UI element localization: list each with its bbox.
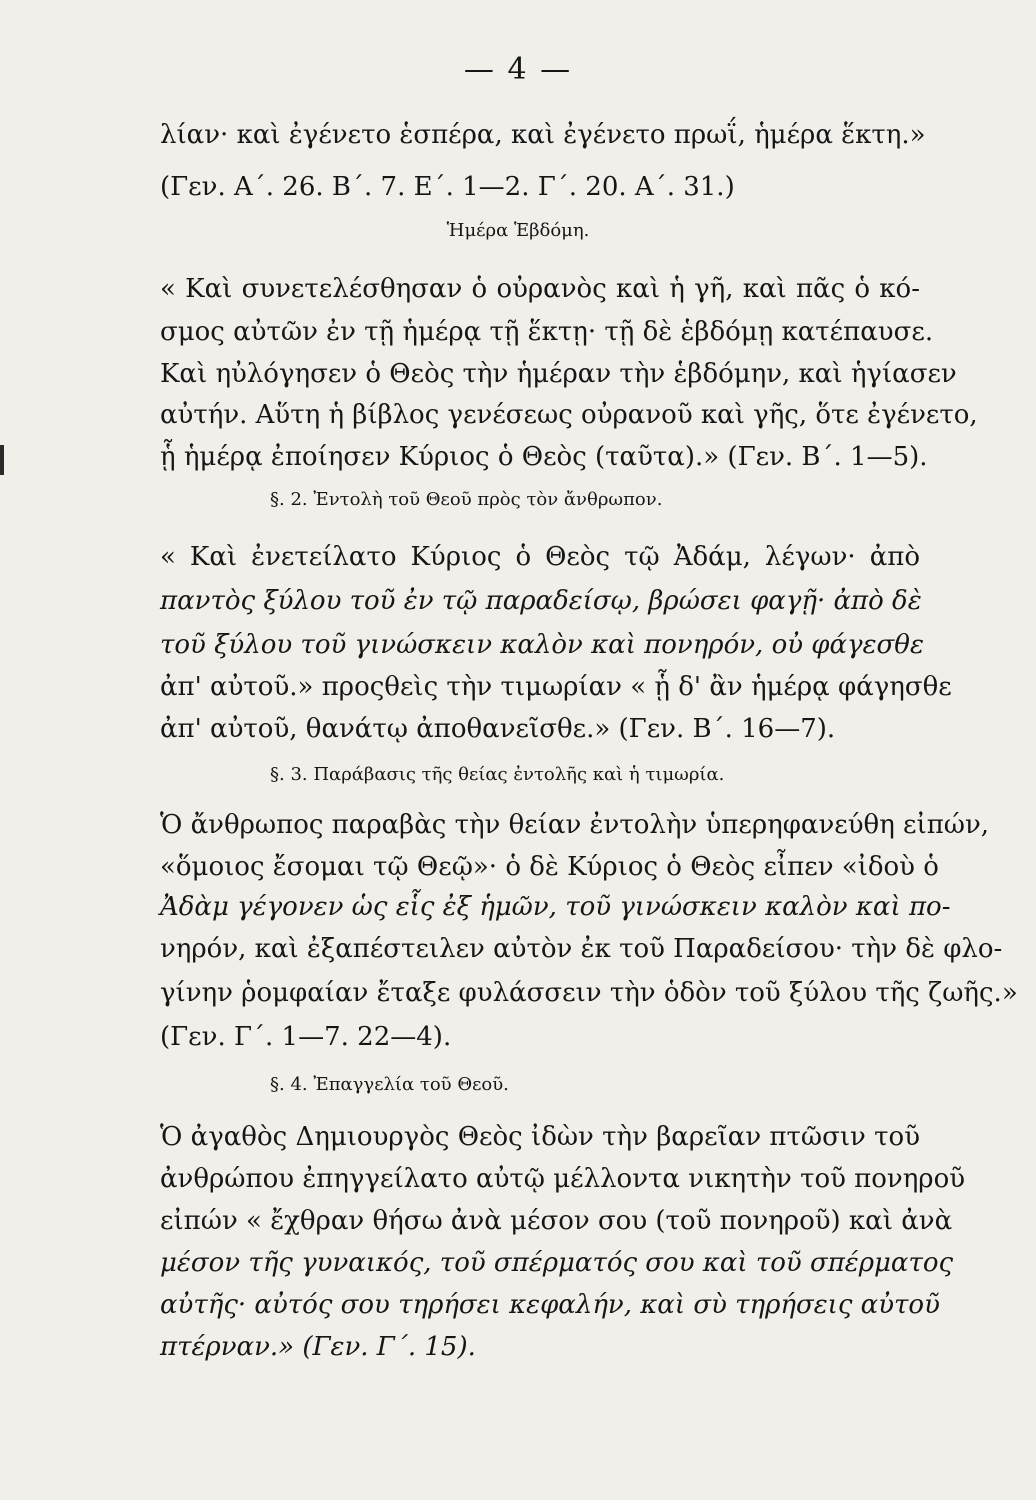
text-line: (Γεν. Α΄. 26. Β΄. 7. Ε΄. 1—2. Γ΄. 20. Α΄. 31.) bbox=[160, 172, 735, 202]
text-line: σμος αὐτῶν ἐν τῇ ἡμέρᾳ τῇ ἕκτῃ· τῇ δὲ ἑβδόμῃ κατέπαυσε. bbox=[160, 317, 934, 347]
section-heading-2: §. 2. Ἐντολὴ τοῦ Θεοῦ πρὸς τὸν ἄνθρωπον. bbox=[270, 489, 663, 510]
text-line: « Καὶ συνετελέσθησαν ὁ οὐρανὸς καὶ ἡ γῆ, καὶ πᾶς ὁ κό- bbox=[160, 274, 920, 304]
section-heading-seventh-day: Ἡμέρα Ἑβδόμη. bbox=[446, 220, 590, 241]
text-line: Ἀδὰμ γέγονεν ὡς εἷς ἐξ ἡμῶν, τοῦ γινώσκειν καλὸν καὶ πο- bbox=[160, 892, 951, 922]
text-line: Ὁ ἄνθρωπος παραβὰς τὴν θείαν ἐντολὴν ὑπερηφανεύθη εἰπών, bbox=[160, 810, 990, 840]
text-line: μέσον τῆς γυναικός, τοῦ σπέρματός σου καὶ τοῦ σπέρματος bbox=[160, 1248, 954, 1278]
text-line: λίαν· καὶ ἐγένετο ἑσπέρα, καὶ ἐγένετο πρωΐ, ἡμέρα ἕκτη.» bbox=[160, 120, 926, 150]
text-line: ᾗ ἡμέρᾳ ἐποίησεν Κύριος ὁ Θεὸς (ταῦτα).» (Γεν. Β΄. 1—5). bbox=[160, 442, 928, 472]
text-line: εἰπών « ἔχθραν θήσω ἀνὰ μέσον σου (τοῦ πονηροῦ) καὶ ἀνὰ bbox=[160, 1206, 953, 1236]
text-line: ἀπ' αὐτοῦ.» προςθεὶς τὴν τιμωρίαν « ᾗ δ' ἂν ἡμέρᾳ φάγησθε bbox=[160, 672, 952, 702]
text-line: ἀπ' αὐτοῦ, θανάτῳ ἀποθανεῖσθε.» (Γεν. Β΄. 16—7). bbox=[160, 714, 836, 744]
binding-shadow bbox=[0, 445, 4, 475]
text-line: νηρόν, καὶ ἐξαπέστειλεν αὐτὸν ἐκ τοῦ Παραδείσου· τὴν δὲ φλο- bbox=[160, 934, 1003, 964]
text-line: τοῦ ξύλου τοῦ γινώσκειν καλὸν καὶ πονηρόν, οὐ φάγεσθε bbox=[160, 630, 924, 660]
page-number: — 4 — bbox=[463, 52, 573, 87]
text-line: Ὁ ἀγαθὸς Δημιουργὸς Θεὸς ἰδὼν τὴν βαρεῖαν πτῶσιν τοῦ bbox=[160, 1122, 920, 1152]
text-line: παντὸς ξύλου τοῦ ἐν τῷ παραδείσῳ, βρώσει φαγῇ· ἀπὸ δὲ bbox=[160, 586, 922, 616]
text-line: πτέρναν.» (Γεν. Γ΄. 15). bbox=[160, 1332, 476, 1362]
text-line: «ὅμοιος ἔσομαι τῷ Θεῷ»· ὁ δὲ Κύριος ὁ Θεὸς εἶπεν «ἰδοὺ ὁ bbox=[160, 852, 939, 882]
text-line: αὐτῆς· αὐτός σου τηρήσει κεφαλήν, καὶ σὺ τηρήσεις αὐτοῦ bbox=[160, 1290, 940, 1320]
section-heading-4: §. 4. Ἐπαγγελία τοῦ Θεοῦ. bbox=[270, 1074, 509, 1095]
section-heading-3: §. 3. Παράβασις τῆς θείας ἐντολῆς καὶ ἡ τιμωρία. bbox=[270, 764, 725, 785]
text-line: Καὶ ηὐλόγησεν ὁ Θεὸς τὴν ἡμέραν τὴν ἑβδόμην, καὶ ἡγίασεν bbox=[160, 359, 957, 389]
text-line: γίνην ῥομφαίαν ἔταξε φυλάσσειν τὴν ὁδὸν τοῦ ξύλου τῆς ζωῆς.» bbox=[160, 978, 1018, 1008]
text-line: « Καὶ ἐνετείλατο Κύριος ὁ Θεὸς τῷ Ἀδάμ, λέγων· ἀπὸ bbox=[160, 542, 920, 572]
text-line: (Γεν. Γ΄. 1—7. 22—4). bbox=[160, 1022, 452, 1052]
text-line: ἀνθρώπου ἐπηγγείλατο αὐτῷ μέλλοντα νικητὴν τοῦ πονηροῦ bbox=[160, 1164, 966, 1194]
text-line: αὐτήν. Αὕτη ἡ βίβλος γενέσεως οὐρανοῦ καὶ γῆς, ὅτε ἐγένετο, bbox=[160, 400, 978, 430]
